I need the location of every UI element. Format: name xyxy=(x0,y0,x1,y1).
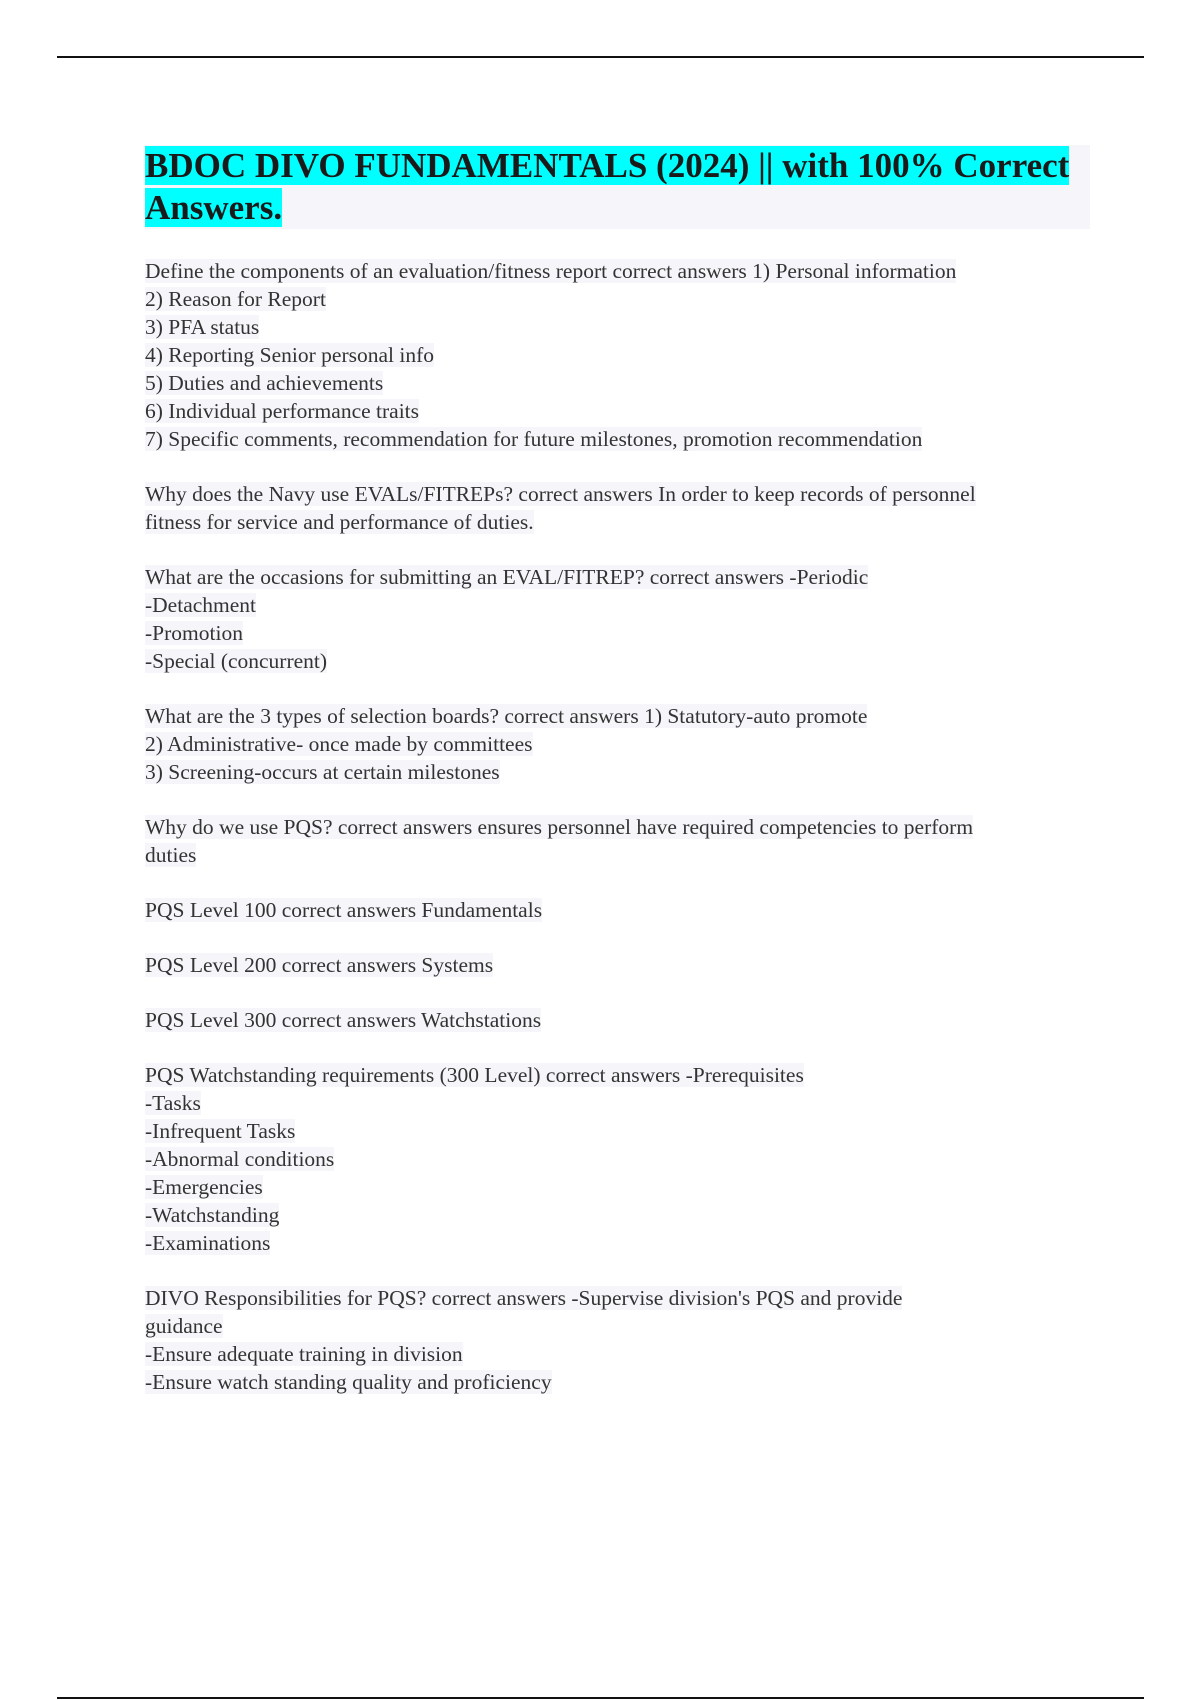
qa-line-text: 3) Screening-occurs at certain milestones xyxy=(145,760,500,784)
qa-answer-line xyxy=(145,1340,1090,1368)
qa-question-line xyxy=(145,563,1090,591)
qa-answer-line xyxy=(145,425,1090,453)
title-block xyxy=(145,145,1090,229)
qa-answer-line xyxy=(145,1368,1090,1396)
qa-line-text: duties xyxy=(145,843,197,867)
qa-line-text: 3) PFA status xyxy=(145,315,260,339)
qa-line-text: -Abnormal conditions xyxy=(145,1147,335,1171)
qa-line-text: 2) Reason for Report xyxy=(145,287,326,311)
top-rule xyxy=(57,56,1144,58)
qa-line-text: What are the 3 types of selection boards? correct answers 1) Statutory-auto promote xyxy=(145,704,868,728)
qa-line-text: PQS Level 100 correct answers Fundamentals xyxy=(145,898,543,922)
qa-line-text: -Detachment xyxy=(145,593,257,617)
qa-question-line xyxy=(145,702,1090,730)
page-title xyxy=(145,145,1090,229)
qa-answer-line xyxy=(145,1201,1090,1229)
qa-answer-line xyxy=(145,1229,1090,1257)
qa-line-text: PQS Watchstanding requirements (300 Level) correct answers -Prerequisites xyxy=(145,1063,804,1087)
qa-line-text: 6) Individual performance traits xyxy=(145,399,420,423)
qa-entry xyxy=(145,257,1090,453)
qa-answer-line xyxy=(145,1089,1090,1117)
qa-line-text: -Ensure watch standing quality and proficiency xyxy=(145,1370,552,1394)
qa-line-text: 4) Reporting Senior personal info xyxy=(145,343,435,367)
qa-entry xyxy=(145,896,1090,924)
qa-line-text: PQS Level 300 correct answers Watchstations xyxy=(145,1008,542,1032)
qa-answer-line xyxy=(145,313,1090,341)
qa-entry xyxy=(145,951,1090,979)
qa-question-line xyxy=(145,1061,1090,1089)
qa-entry xyxy=(145,480,1090,536)
qa-line-text: -Special (concurrent) xyxy=(145,649,328,673)
qa-answer-line xyxy=(145,341,1090,369)
bottom-rule xyxy=(57,1697,1144,1699)
qa-answer-line xyxy=(145,508,1090,536)
qa-answer-line xyxy=(145,1117,1090,1145)
qa-answer-line xyxy=(145,758,1090,786)
qa-entry xyxy=(145,1061,1090,1257)
qa-entry xyxy=(145,702,1090,786)
qa-answer-line xyxy=(145,591,1090,619)
qa-answer-line xyxy=(145,1173,1090,1201)
qa-question-line xyxy=(145,951,1090,979)
qa-line-text: -Promotion xyxy=(145,621,243,645)
qa-answer-line xyxy=(145,397,1090,425)
qa-line-text: fitness for service and performance of duties. xyxy=(145,510,534,534)
qa-line-text: 5) Duties and achievements xyxy=(145,371,384,395)
qa-question-line xyxy=(145,813,1090,841)
qa-line-text: Define the components of an evaluation/fitness report correct answers 1) Personal information xyxy=(145,259,957,283)
qa-line-text: -Tasks xyxy=(145,1091,201,1115)
qa-line-text: -Watchstanding xyxy=(145,1203,280,1227)
qa-question-line xyxy=(145,480,1090,508)
qa-line-text: -Ensure adequate training in division xyxy=(145,1342,463,1366)
qa-line-text: guidance xyxy=(145,1314,223,1338)
qa-answer-line xyxy=(145,285,1090,313)
qa-question-line xyxy=(145,896,1090,924)
qa-answer-line xyxy=(145,647,1090,675)
qa-entry xyxy=(145,813,1090,869)
qa-line-text: What are the occasions for submitting an EVAL/FITREP? correct answers -Periodic xyxy=(145,565,869,589)
qa-line-text: 7) Specific comments, recommendation for future milestones, promotion recommendation xyxy=(145,427,923,451)
title-highlight: BDOC DIVO FUNDAMENTALS (2024) || with 100% Correct Answers. xyxy=(145,146,1070,227)
qa-line-text: Why do we use PQS? correct answers ensures personnel have required competencies to perform xyxy=(145,815,974,839)
qa-answer-line xyxy=(145,841,1090,869)
qa-line-text: 2) Administrative- once made by committees xyxy=(145,732,533,756)
qa-answer-line xyxy=(145,1312,1090,1340)
qa-answer-line xyxy=(145,369,1090,397)
qa-entry xyxy=(145,1006,1090,1034)
qa-line-text: -Infrequent Tasks xyxy=(145,1119,296,1143)
qa-question-line xyxy=(145,1006,1090,1034)
qa-question-line xyxy=(145,257,1090,285)
qa-entry xyxy=(145,563,1090,675)
qa-list xyxy=(145,257,1090,1396)
qa-entry xyxy=(145,1284,1090,1396)
qa-line-text: -Emergencies xyxy=(145,1175,263,1199)
qa-line-text: Why does the Navy use EVALs/FITREPs? correct answers In order to keep records of personnel xyxy=(145,482,976,506)
qa-line-text: PQS Level 200 correct answers Systems xyxy=(145,953,494,977)
document-body xyxy=(145,145,1090,1423)
qa-answer-line xyxy=(145,1145,1090,1173)
qa-line-text: DIVO Responsibilities for PQS? correct answers -Supervise division's PQS and provide xyxy=(145,1286,903,1310)
qa-line-text: -Examinations xyxy=(145,1231,271,1255)
qa-question-line xyxy=(145,1284,1090,1312)
qa-answer-line xyxy=(145,730,1090,758)
qa-answer-line xyxy=(145,619,1090,647)
